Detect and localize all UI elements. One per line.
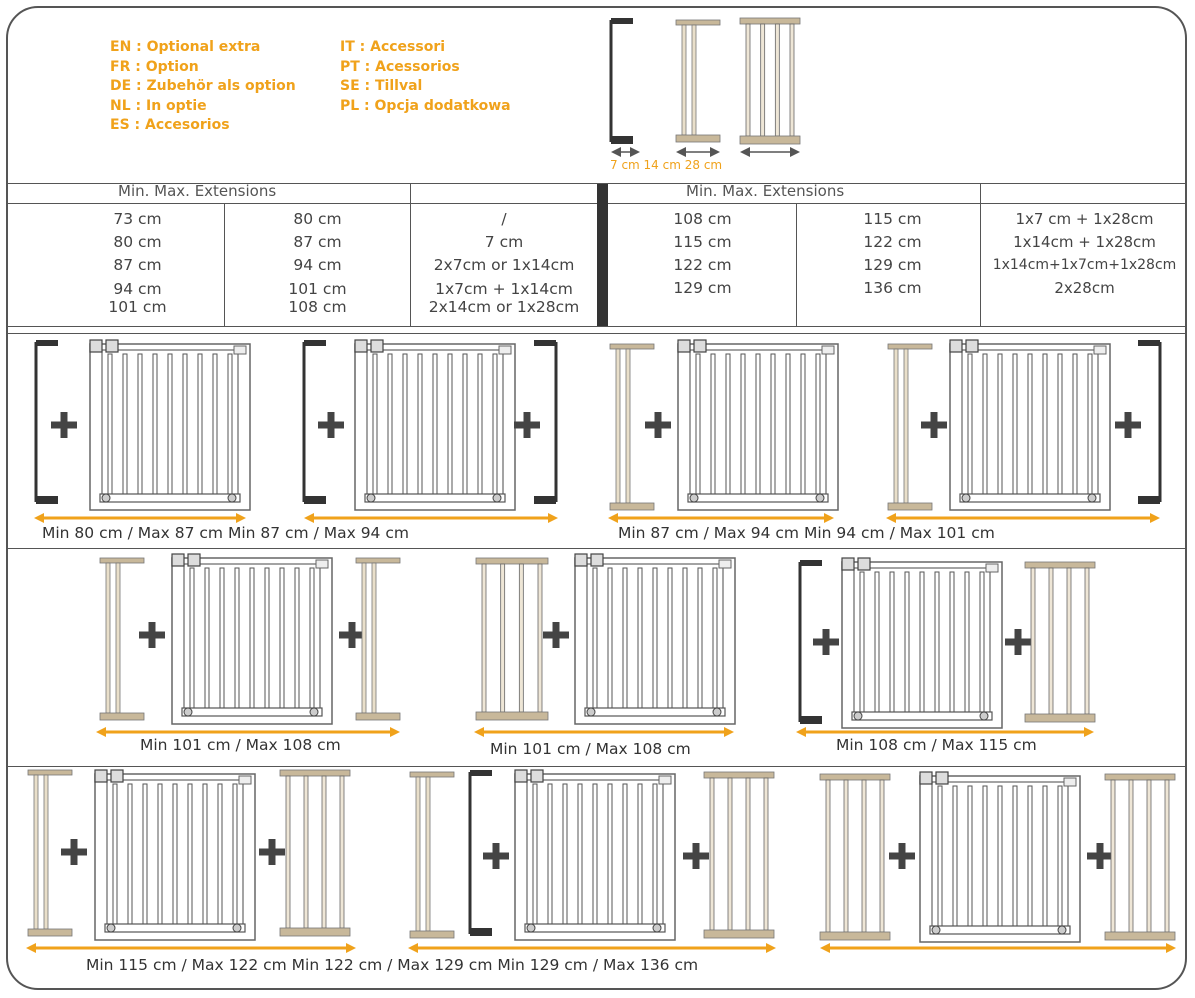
language-label: SE : Tillval xyxy=(340,78,423,94)
language-label: NL : In optie xyxy=(110,97,207,114)
table-cell: 1x7 cm + 1x28cm xyxy=(1015,210,1154,228)
table-cell: 108 cm xyxy=(673,210,732,228)
safety-gate-icon xyxy=(95,770,255,940)
extension-28cm-icon xyxy=(820,774,890,940)
extension-28cm-icon xyxy=(280,770,350,936)
extension-sizes-label: 7 cm 14 cm 28 cm xyxy=(610,158,723,172)
table-cell: 1x14cm + 1x28cm xyxy=(1013,233,1156,251)
table-cell: 2x7cm or 1x14cm xyxy=(433,256,575,274)
table-cell: 2x14cm or 1x28cm xyxy=(428,298,580,316)
safety-gate-icon xyxy=(172,554,332,724)
width-arrow xyxy=(820,943,1176,953)
extension-28cm-icon xyxy=(1025,562,1095,722)
width-arrow xyxy=(34,513,246,523)
table-cell: 101 cm xyxy=(288,280,347,298)
combination-caption: Min 87 cm / Max 94 cm Min 94 cm / Max 101 cm xyxy=(618,524,995,542)
plus-icon xyxy=(683,843,709,869)
table-cell: 136 cm xyxy=(863,279,922,297)
combination-caption: Min 101 cm / Max 108 cm xyxy=(140,736,341,754)
plus-icon xyxy=(483,843,509,869)
language-label: IT : Accessori xyxy=(340,39,446,55)
width-arrow xyxy=(886,513,1160,523)
table-cell: 1x7cm + 1x14cm xyxy=(435,280,573,298)
plus-icon xyxy=(259,839,285,865)
language-label: ES : Accesorios xyxy=(110,117,230,133)
plus-icon xyxy=(139,622,165,648)
extension-14cm-icon xyxy=(676,20,720,142)
width-arrow xyxy=(26,943,356,953)
combination-caption: Min 101 cm / Max 108 cm xyxy=(490,740,691,758)
safety-gate-icon xyxy=(920,772,1080,942)
safety-gate-icon xyxy=(355,340,515,510)
plus-icon xyxy=(921,412,947,438)
width-arrow xyxy=(608,513,834,523)
table-cell: 94 cm xyxy=(293,256,342,274)
plus-icon xyxy=(339,622,365,648)
table-cell: 80 cm xyxy=(293,210,342,228)
table-cell: / xyxy=(501,210,507,228)
table-cell: 73 cm xyxy=(113,210,162,228)
language-label: DE : Zubehör als option xyxy=(110,78,296,94)
table-cell: 129 cm xyxy=(863,256,922,274)
plus-icon xyxy=(645,412,671,438)
safety-gate-icon xyxy=(575,554,735,724)
table-cell: 101 cm xyxy=(108,298,167,316)
safety-gate-icon xyxy=(90,340,250,510)
combination-caption: Min 108 cm / Max 115 cm xyxy=(836,736,1037,754)
extension-28cm-icon xyxy=(1105,774,1175,940)
plus-icon xyxy=(889,843,915,869)
table-cell: 115 cm xyxy=(673,233,732,251)
table-cell: 122 cm xyxy=(673,256,732,274)
table-cell: 2x28cm xyxy=(1054,279,1115,297)
plus-icon xyxy=(543,622,569,648)
combination-caption: Min 115 cm / Max 122 cm Min 122 cm / Max 129 cm Min 129 cm / Max 136 cm xyxy=(86,956,699,974)
plus-icon xyxy=(514,412,540,438)
plus-icon xyxy=(813,629,839,655)
table-cell: 1x14cm+1x7cm+1x28cm xyxy=(992,257,1177,273)
extension-28cm-icon xyxy=(476,558,548,720)
language-label: EN : Optional extra xyxy=(110,39,261,55)
width-arrow xyxy=(408,943,776,953)
plus-icon xyxy=(61,839,87,865)
safety-gate-icon xyxy=(515,770,675,940)
table-cell: 94 cm xyxy=(113,280,162,298)
width-arrow xyxy=(304,513,558,523)
extension-14cm-icon xyxy=(356,558,400,720)
extension-14cm-icon xyxy=(410,772,454,938)
table-header-left: Min. Max. Extensions xyxy=(118,182,277,200)
plus-icon xyxy=(1115,412,1141,438)
language-label: PT : Acessorios xyxy=(340,58,460,75)
safety-gate-icon xyxy=(842,558,1002,728)
table-cell: 87 cm xyxy=(113,256,162,274)
extension-28cm-icon xyxy=(704,772,774,938)
safety-gate-icon xyxy=(678,340,838,510)
extension-28cm-icon xyxy=(740,18,800,144)
table-cell: 7 cm xyxy=(484,233,524,251)
combination-caption: Min 80 cm / Max 87 cm Min 87 cm / Max 94 cm xyxy=(42,524,409,542)
language-label: PL : Opcja dodatkowa xyxy=(340,97,511,114)
plus-icon xyxy=(51,412,77,438)
plus-icon xyxy=(1005,629,1031,655)
safety-gate-icon xyxy=(950,340,1110,510)
table-cell: 108 cm xyxy=(288,298,347,316)
plus-icon xyxy=(1087,843,1113,869)
table-header-right: Min. Max. Extensions xyxy=(686,182,845,200)
width-arrow xyxy=(474,727,734,737)
table-cell: 122 cm xyxy=(863,233,922,251)
width-arrow xyxy=(611,147,640,157)
table-cell: 80 cm xyxy=(113,233,162,251)
language-label: FR : Option xyxy=(110,58,199,75)
table-cell: 129 cm xyxy=(673,279,732,297)
width-arrow xyxy=(676,147,720,157)
plus-icon xyxy=(318,412,344,438)
table-cell: 87 cm xyxy=(293,233,342,251)
extension-7cm-icon xyxy=(1138,340,1160,504)
extension-7cm-icon xyxy=(611,18,633,144)
width-arrow xyxy=(740,147,800,157)
extension-14cm-icon xyxy=(100,558,144,720)
table-cell: 115 cm xyxy=(863,210,922,228)
